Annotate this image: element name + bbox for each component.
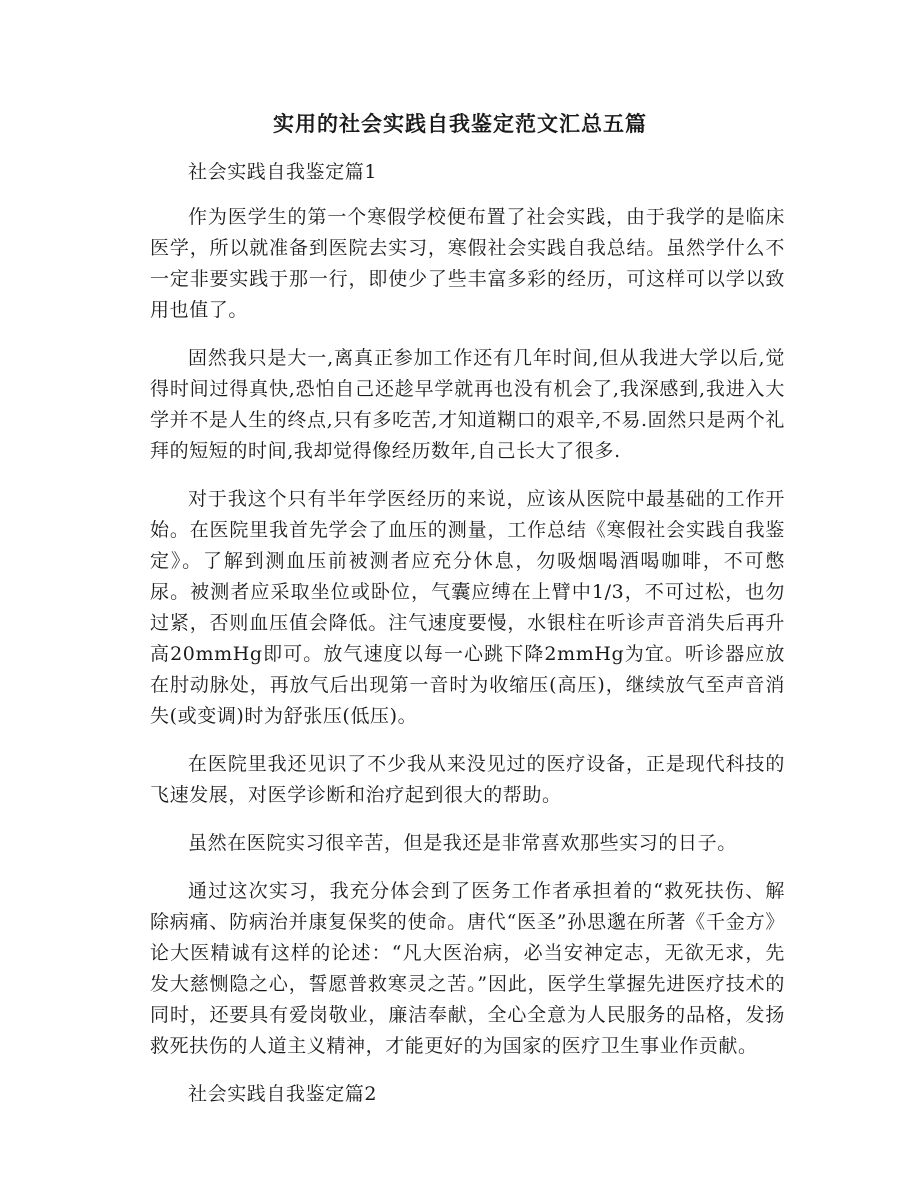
paragraph: 虽然在医院实习很辛苦，但是我还是非常喜欢那些实习的日子。: [188, 832, 737, 854]
section-heading: 社会实践自我鉴定篇2: [188, 1083, 378, 1105]
paragraph: 在医院里我还见识了不少我从来没见过的医疗设备，正是现代科技的飞速发展，对医学诊断和治疗起到很大的帮助。: [150, 753, 785, 806]
document-body: [150, 157, 785, 1124]
paragraph: 通过这次实习，我充分体会到了医务工作者承担着的“救死扶伤、解除病痛、防病治并康复保奖的使命。唐代“医圣”孙思邈在所著《千金方》论大医精诚有这样的论述：“凡大医治病，必当安神定志，无欲无求，先发大慈恻隐之心，誓愿普救寒灵之苦。”因此，医学生掌握先进医疗技术的同时，还要具有爱岗敬业，廉洁奉献，全心全意为人民服务的品格，发扬救死扶伤的人道主义精神，才能更好的为国家的医疗卫生事业作贡献。: [150, 880, 785, 1057]
paragraph: 作为医学生的第一个寒假学校便布置了社会实践，由于我学的是临床医学，所以就准备到医院去实习，寒假社会实践自我总结。虽然学什么不一定非要实践于那一行，即使少了些丰富多彩的经历，可这样可以学以致用也值了。: [150, 206, 785, 321]
section-heading: 社会实践自我鉴定篇1: [188, 161, 378, 183]
paragraph: 对于我这个只有半年学医经历的来说，应该从医院中最基础的工作开始。在医院里我首先学会了血压的测量，工作总结《寒假社会实践自我鉴定》。了解到测血压前被测者应充分休息，勿吸烟喝酒喝咖啡，不可憋尿。被测者应采取坐位或卧位，气囊应缚在上臂中1/3，不可过松，也勿过紧，否则血压值会降低。注气速度要慢，水银柱在听诊声音消失后再升高20mmHg即可。放气速度以每一心跳下降2mmHg为宜。听诊器应放在肘动脉处，再放气后出现第一音时为收缩压(高压)，继续放气至声音消失(或变调)时为舒张压(低压)。: [150, 488, 785, 727]
document-title: 实用的社会实践自我鉴定范文汇总五篇: [273, 111, 647, 136]
paragraph: 固然我只是大一,离真正参加工作还有几年时间,但从我进大学以后,觉得时间过得真快,恐怕自己还趁早学就再也没有机会了,我深感到,我进入大学并不是人生的终点,只有多吃苦,才知道糊口的艰辛,不易.固然只是两个礼拜的短短的时间,我却觉得像经历数年,自己长大了很多.: [150, 347, 785, 462]
